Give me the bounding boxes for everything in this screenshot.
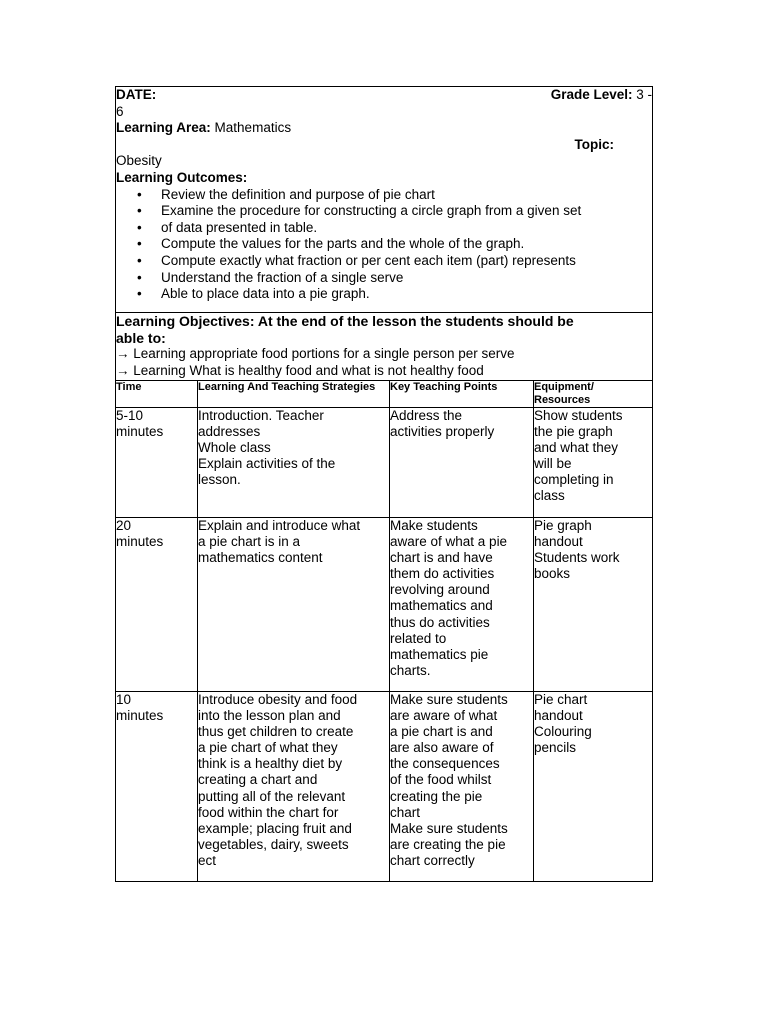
strategies-cell xyxy=(198,518,390,692)
objectives-cell xyxy=(116,313,653,381)
text-line: are creating the pie xyxy=(390,836,506,852)
learning-area-line xyxy=(116,120,652,137)
text-line: Make students xyxy=(390,518,478,533)
text-line: handout xyxy=(534,708,583,724)
text-line: Colouring xyxy=(534,724,592,740)
header-cell xyxy=(116,87,653,313)
learning-outcomes-list xyxy=(116,187,652,303)
text-line: addresses xyxy=(198,424,261,440)
text-line: them do activities xyxy=(390,566,495,582)
grade-level xyxy=(551,87,652,104)
learning-area-value: Mathematics xyxy=(214,120,292,136)
text-line: are aware of what xyxy=(390,708,498,724)
text-line: creating the pie xyxy=(390,788,483,804)
text-line: mathematics and xyxy=(390,598,493,614)
text-line: Explain and introduce what xyxy=(198,518,361,533)
text-line: minutes xyxy=(116,534,164,550)
text-line: chart xyxy=(390,804,421,820)
col-header-key-points: Key Teaching Points xyxy=(390,381,534,408)
objectives-row xyxy=(116,313,653,381)
text-line: Make sure students xyxy=(390,820,508,836)
time-cell xyxy=(116,692,198,882)
text-line: will be xyxy=(534,456,572,472)
text-line: chart is and have xyxy=(390,550,493,566)
text-line: mathematics content xyxy=(198,550,323,566)
table-row xyxy=(116,692,653,882)
text-line: Pie chart xyxy=(534,692,588,707)
text-line: books xyxy=(534,566,571,582)
text-line: thus get children to create xyxy=(198,724,354,740)
text-line: pencils xyxy=(534,740,577,756)
text-line: 5-10 xyxy=(116,408,144,423)
text-line: Whole class xyxy=(198,440,271,456)
text-line: thus do activities xyxy=(390,614,490,630)
text-line: completing in xyxy=(534,472,614,488)
text-line: creating a chart and xyxy=(198,772,318,788)
topic-value: Obesity xyxy=(116,153,162,169)
column-header-row xyxy=(116,381,653,408)
grade-value-a: 3 - xyxy=(636,87,653,102)
resources-cell xyxy=(534,692,653,882)
text-line: activities properly xyxy=(390,424,495,440)
learning-area-label: Learning Area: xyxy=(116,120,211,136)
text-line: vegetables, dairy, sweets xyxy=(198,836,349,852)
outcome-item: • Able to place data into a pie graph. xyxy=(137,286,652,303)
strategies-cell xyxy=(198,408,390,518)
text-line: related to xyxy=(390,630,447,646)
text-line: class xyxy=(534,488,565,504)
table-row xyxy=(116,518,653,692)
outcome-item: • Understand the fraction of a single serve xyxy=(137,270,652,287)
text-line: chart correctly xyxy=(390,852,475,868)
text-line: are also aware of xyxy=(390,740,494,756)
lesson-plan-table xyxy=(115,86,653,882)
text-line: a pie chart is and xyxy=(390,724,493,740)
text-line: minutes xyxy=(116,424,164,440)
topic-line xyxy=(116,137,652,154)
grade-label: Grade Level: xyxy=(550,87,633,102)
resources-cell xyxy=(534,408,653,518)
col-header-time: Time xyxy=(116,381,198,408)
text-line: the consequences xyxy=(390,756,500,772)
text-line: the pie graph xyxy=(534,424,613,440)
outcome-item-continuation: • of data presented in table. xyxy=(137,220,652,237)
text-line: Explain activities of the xyxy=(198,456,336,472)
text-line: putting all of the relevant xyxy=(198,788,346,804)
time-cell xyxy=(116,518,198,692)
topic-label: Topic: xyxy=(574,136,615,152)
text-line: Introduce obesity and food xyxy=(198,692,358,707)
date-label: DATE: xyxy=(116,87,157,102)
col-header-strategies: Learning And Teaching Strategies xyxy=(198,381,390,408)
text-line: Pie graph xyxy=(534,518,592,533)
outcome-item: • Compute the values for the parts and the whole of the graph. xyxy=(137,236,652,253)
time-cell xyxy=(116,408,198,518)
text-line: Show students xyxy=(534,408,623,423)
objectives-heading-2: able to: xyxy=(116,329,166,346)
text-line: example; placing fruit and xyxy=(198,820,352,836)
text-line: Make sure students xyxy=(390,692,508,707)
text-line: 20 xyxy=(116,518,132,533)
text-line: think is a healthy diet by xyxy=(198,756,343,772)
date-grade-line xyxy=(116,87,652,104)
header-row xyxy=(116,87,653,313)
text-line: ect xyxy=(198,852,217,868)
resources-cell xyxy=(534,518,653,692)
objective-item: → Learning What is healthy food and what is not healthy food xyxy=(116,362,484,378)
text-line: a pie chart of what they xyxy=(198,740,338,756)
text-line: mathematics pie xyxy=(390,646,489,662)
text-line: Students work xyxy=(534,550,620,566)
objective-item: → Learning appropriate food portions for a single person per serve xyxy=(116,346,515,361)
learning-outcomes-label: Learning Outcomes: xyxy=(116,169,248,185)
text-line: lesson. xyxy=(198,472,241,488)
key-points-cell xyxy=(390,692,534,882)
col-header-resources: Equipment/ Resources xyxy=(534,381,653,408)
text-line: a pie chart is in a xyxy=(198,534,301,550)
lesson-plan-document xyxy=(115,86,652,882)
text-line: minutes xyxy=(116,708,164,724)
text-line: 10 xyxy=(116,692,132,707)
outcome-item: • Review the definition and purpose of pie chart xyxy=(137,187,652,204)
text-line: revolving around xyxy=(390,582,490,598)
text-line: Address the xyxy=(390,408,463,423)
text-line: handout xyxy=(534,534,583,550)
strategies-cell xyxy=(198,692,390,882)
outcome-item: • Compute exactly what fraction or per cent each item (part) represents xyxy=(137,253,652,270)
text-line: Introduction. Teacher xyxy=(198,408,324,423)
text-line: and what they xyxy=(534,440,619,456)
grade-value-b: 6 xyxy=(116,103,124,119)
key-points-cell xyxy=(390,518,534,692)
text-line: aware of what a pie xyxy=(390,534,508,550)
text-line: charts. xyxy=(390,662,431,678)
text-line: of the food whilst xyxy=(390,772,492,788)
key-points-cell xyxy=(390,408,534,518)
table-row xyxy=(116,408,653,518)
objectives-heading-1: Learning Objectives: At the end of the lesson the students should be xyxy=(116,313,574,329)
text-line: food within the chart for xyxy=(198,804,339,820)
outcome-item: • Examine the procedure for constructing a circle graph from a given set xyxy=(137,203,652,220)
text-line: into the lesson plan and xyxy=(198,708,341,724)
